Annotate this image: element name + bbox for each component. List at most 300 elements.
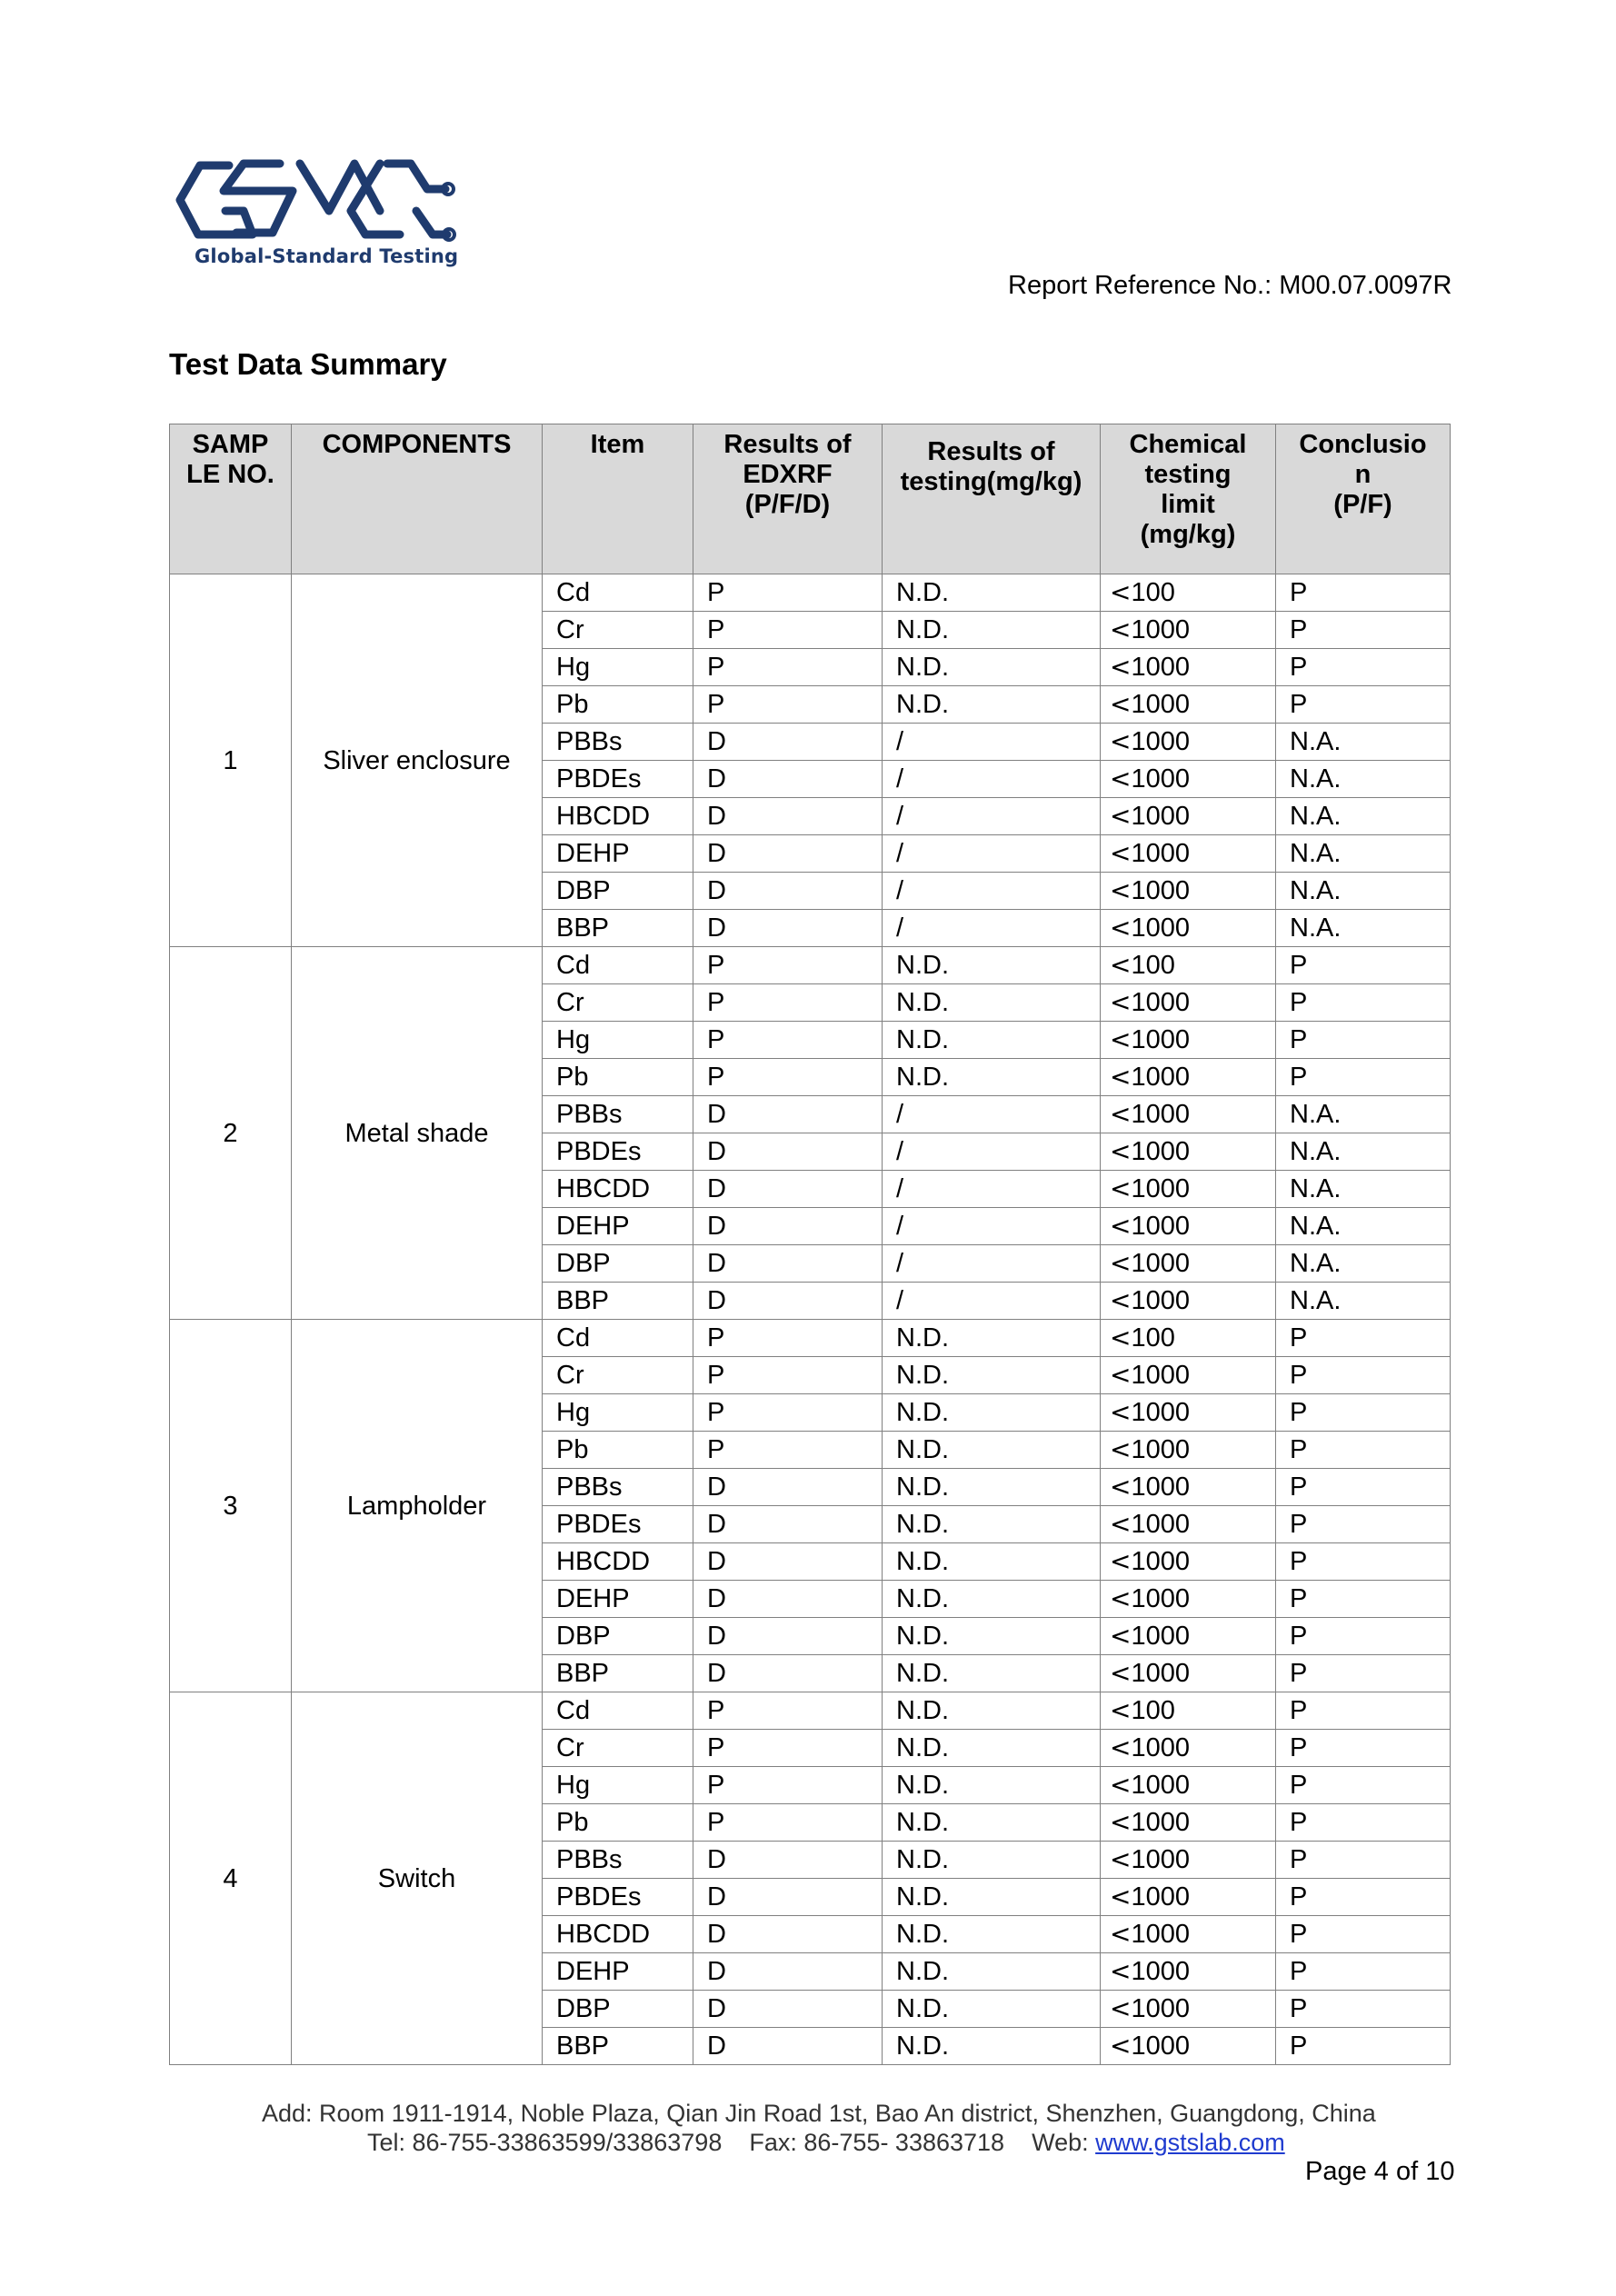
item-cell: BBP (543, 1655, 693, 1692)
item-cell: PBDEs (543, 1879, 693, 1916)
limit-value: 100 (1131, 1696, 1175, 1725)
conclusion-cell: P (1276, 1767, 1451, 1804)
limit-cell (1101, 1506, 1276, 1543)
less-than-sign: < (1110, 1211, 1132, 1241)
less-than-sign: < (1110, 1844, 1132, 1874)
header-line: Results of (723, 430, 852, 459)
limit-cell (1101, 1208, 1276, 1245)
testing-result-cell: N.D. (883, 947, 1101, 984)
limit-value: 100 (1131, 951, 1175, 980)
conclusion-cell: P (1276, 1059, 1451, 1096)
header-col-testing-result (883, 424, 1101, 574)
limit-cell (1101, 1320, 1276, 1357)
limit-cell (1101, 1953, 1276, 1991)
sample-no-cell: 2 (170, 947, 292, 1320)
conclusion-cell: P (1276, 1432, 1451, 1469)
limit-cell (1101, 835, 1276, 873)
item-cell: PBDEs (543, 1133, 693, 1171)
testing-result-cell: N.D. (883, 686, 1101, 724)
testing-result-cell: N.D. (883, 1543, 1101, 1581)
limit-cell (1101, 984, 1276, 1022)
testing-result-cell: N.D. (883, 1357, 1101, 1394)
less-than-sign: < (1110, 652, 1132, 682)
limit-value: 1000 (1131, 1808, 1190, 1837)
gst-logo-icon (173, 155, 464, 245)
edxrf-cell: D (693, 1916, 883, 1953)
less-than-sign: < (1110, 1658, 1132, 1688)
edxrf-cell: D (693, 2028, 883, 2065)
limit-cell (1101, 1171, 1276, 1208)
edxrf-cell: D (693, 724, 883, 761)
item-cell: HBCDD (543, 1543, 693, 1581)
edxrf-cell: P (693, 1357, 883, 1394)
item-cell: PBBs (543, 724, 693, 761)
conclusion-cell: N.A. (1276, 1133, 1451, 1171)
limit-value: 100 (1131, 578, 1175, 607)
testing-result-cell: / (883, 873, 1101, 910)
item-cell: Hg (543, 649, 693, 686)
conclusion-cell: P (1276, 1655, 1451, 1692)
limit-cell (1101, 1879, 1276, 1916)
testing-result-cell: / (883, 1133, 1101, 1171)
edxrf-cell: D (693, 873, 883, 910)
testing-result-cell: N.D. (883, 1022, 1101, 1059)
limit-value: 1000 (1131, 615, 1190, 644)
limit-cell (1101, 1804, 1276, 1842)
table-row (170, 1692, 1451, 1730)
conclusion-cell: P (1276, 649, 1451, 686)
conclusion-cell: P (1276, 984, 1451, 1022)
footer-web-label: Web: (1032, 2129, 1089, 2156)
limit-cell (1101, 910, 1276, 947)
less-than-sign: < (1110, 1509, 1132, 1539)
limit-value: 1000 (1131, 1659, 1190, 1688)
header-line: Item (590, 430, 645, 459)
item-cell: PBBs (543, 1096, 693, 1133)
edxrf-cell: D (693, 1618, 883, 1655)
conclusion-cell: P (1276, 1879, 1451, 1916)
less-than-sign: < (1110, 1136, 1132, 1166)
edxrf-cell: D (693, 1245, 883, 1283)
edxrf-cell: P (693, 1804, 883, 1842)
header-line: testing (1144, 460, 1232, 489)
less-than-sign: < (1110, 1882, 1132, 1912)
limit-cell (1101, 1730, 1276, 1767)
testing-result-cell: N.D. (883, 1506, 1101, 1543)
limit-cell (1101, 1916, 1276, 1953)
limit-value: 1000 (1131, 1361, 1190, 1390)
edxrf-cell: D (693, 761, 883, 798)
less-than-sign: < (1110, 726, 1132, 756)
conclusion-cell: P (1276, 1991, 1451, 2028)
limit-value: 1000 (1131, 1957, 1190, 1986)
item-cell: Hg (543, 1022, 693, 1059)
header-line: Conclusio (1299, 430, 1427, 459)
edxrf-cell: P (693, 1320, 883, 1357)
testing-result-cell: N.D. (883, 1692, 1101, 1730)
less-than-sign: < (1110, 764, 1132, 794)
limit-value: 1000 (1131, 1063, 1190, 1092)
less-than-sign: < (1110, 577, 1132, 607)
edxrf-cell: D (693, 1469, 883, 1506)
testing-result-cell: N.D. (883, 1842, 1101, 1879)
conclusion-cell: N.A. (1276, 1208, 1451, 1245)
testing-result-cell: N.D. (883, 612, 1101, 649)
edxrf-cell: P (693, 1767, 883, 1804)
limit-cell (1101, 947, 1276, 984)
edxrf-cell: D (693, 1842, 883, 1879)
header-col-limit (1101, 424, 1276, 574)
conclusion-cell: P (1276, 1916, 1451, 1953)
less-than-sign: < (1110, 1993, 1132, 2023)
edxrf-cell: P (693, 612, 883, 649)
less-than-sign: < (1110, 913, 1132, 943)
conclusion-cell: P (1276, 1543, 1451, 1581)
less-than-sign: < (1110, 1732, 1132, 1762)
less-than-sign: < (1110, 950, 1132, 980)
item-cell: BBP (543, 1283, 693, 1320)
page-number: Page 4 of 10 (1305, 2157, 1455, 2186)
limit-value: 1000 (1131, 690, 1190, 719)
item-cell: DEHP (543, 1208, 693, 1245)
less-than-sign: < (1110, 1434, 1132, 1464)
less-than-sign: < (1110, 614, 1132, 644)
sample-no-cell: 3 (170, 1320, 292, 1692)
header-line: (P/F) (1333, 490, 1392, 519)
item-cell: DBP (543, 873, 693, 910)
item-cell: Cd (543, 947, 693, 984)
less-than-sign: < (1110, 1695, 1132, 1725)
header-line: COMPONENTS (322, 430, 512, 459)
testing-result-cell: N.D. (883, 1059, 1101, 1096)
less-than-sign: < (1110, 1285, 1132, 1315)
table-row (170, 1320, 1451, 1357)
limit-cell (1101, 761, 1276, 798)
testing-result-cell: / (883, 835, 1101, 873)
limit-value: 1000 (1131, 1286, 1190, 1315)
less-than-sign: < (1110, 1807, 1132, 1837)
less-than-sign: < (1110, 2031, 1132, 2061)
table-body (170, 574, 1451, 2065)
limit-value: 1000 (1131, 727, 1190, 756)
item-cell: PBBs (543, 1469, 693, 1506)
conclusion-cell: N.A. (1276, 798, 1451, 835)
limit-value: 1000 (1131, 1137, 1190, 1166)
testing-result-cell: / (883, 1208, 1101, 1245)
edxrf-cell: P (693, 984, 883, 1022)
testing-result-cell: / (883, 761, 1101, 798)
item-cell: DEHP (543, 1953, 693, 1991)
component-cell: Lampholder (292, 1320, 543, 1692)
limit-cell (1101, 1283, 1276, 1320)
item-cell: HBCDD (543, 798, 693, 835)
less-than-sign: < (1110, 875, 1132, 905)
component-cell: Switch (292, 1692, 543, 2065)
conclusion-cell: P (1276, 947, 1451, 984)
testing-result-cell: N.D. (883, 1879, 1101, 1916)
testing-result-cell: N.D. (883, 1469, 1101, 1506)
limit-cell (1101, 1543, 1276, 1581)
edxrf-cell: P (693, 1432, 883, 1469)
less-than-sign: < (1110, 1621, 1132, 1651)
edxrf-cell: D (693, 1953, 883, 1991)
header-line: n (1354, 460, 1372, 489)
limit-value: 1000 (1131, 1435, 1190, 1464)
limit-value: 1000 (1131, 2031, 1190, 2061)
header-line: SAMP (192, 430, 269, 459)
less-than-sign: < (1110, 1323, 1132, 1353)
company-logo (173, 155, 464, 277)
limit-cell (1101, 873, 1276, 910)
limit-value: 1000 (1131, 1249, 1190, 1278)
edxrf-cell: P (693, 1394, 883, 1432)
testing-result-cell: N.D. (883, 1320, 1101, 1357)
item-cell: Hg (543, 1767, 693, 1804)
limit-cell (1101, 649, 1276, 686)
edxrf-cell: D (693, 1543, 883, 1581)
header-col-components (292, 424, 543, 574)
item-cell: Cd (543, 1692, 693, 1730)
edxrf-cell: D (693, 1171, 883, 1208)
conclusion-cell: N.A. (1276, 1245, 1451, 1283)
item-cell: BBP (543, 2028, 693, 2065)
footer-contact (367, 2129, 1285, 2157)
testing-result-cell: N.D. (883, 1394, 1101, 1432)
testing-result-cell: N.D. (883, 1618, 1101, 1655)
conclusion-cell: P (1276, 1394, 1451, 1432)
header-line: LE NO. (186, 460, 274, 489)
edxrf-cell: D (693, 1581, 883, 1618)
component-cell: Sliver enclosure (292, 574, 543, 947)
item-cell: DBP (543, 1991, 693, 2028)
conclusion-cell: P (1276, 612, 1451, 649)
item-cell: BBP (543, 910, 693, 947)
website-link[interactable]: www.gstslab.com (1095, 2129, 1285, 2156)
conclusion-cell: N.A. (1276, 1096, 1451, 1133)
limit-value: 1000 (1131, 1547, 1190, 1576)
limit-value: 1000 (1131, 839, 1190, 868)
edxrf-cell: D (693, 1096, 883, 1133)
edxrf-cell: P (693, 1730, 883, 1767)
less-than-sign: < (1110, 1546, 1132, 1576)
item-cell: Cr (543, 1357, 693, 1394)
edxrf-cell: D (693, 1283, 883, 1320)
testing-result-cell: / (883, 1283, 1101, 1320)
testing-result-cell: N.D. (883, 1432, 1101, 1469)
conclusion-cell: P (1276, 1730, 1451, 1767)
limit-cell (1101, 1133, 1276, 1171)
edxrf-cell: D (693, 1879, 883, 1916)
limit-value: 1000 (1131, 1398, 1190, 1427)
less-than-sign: < (1110, 801, 1132, 831)
limit-cell (1101, 724, 1276, 761)
less-than-sign: < (1110, 1770, 1132, 1800)
header-line: (P/F/D) (744, 490, 831, 519)
testing-result-cell: / (883, 910, 1101, 947)
report-reference: Report Reference No.: M00.07.0097R (1008, 271, 1452, 300)
less-than-sign: < (1110, 1024, 1132, 1054)
testing-result-cell: / (883, 1171, 1101, 1208)
conclusion-cell: N.A. (1276, 761, 1451, 798)
testing-result-cell: N.D. (883, 1916, 1101, 1953)
less-than-sign: < (1110, 838, 1132, 868)
sample-no-cell: 1 (170, 574, 292, 947)
conclusion-cell: P (1276, 1506, 1451, 1543)
less-than-sign: < (1110, 1248, 1132, 1278)
item-cell: Pb (543, 1059, 693, 1096)
conclusion-cell: N.A. (1276, 910, 1451, 947)
conclusion-cell: P (1276, 1804, 1451, 1842)
limit-cell (1101, 1991, 1276, 2028)
header-line: Chemical (1129, 430, 1247, 459)
testing-result-cell: N.D. (883, 649, 1101, 686)
testing-result-cell: / (883, 1096, 1101, 1133)
edxrf-cell: P (693, 574, 883, 612)
conclusion-cell: P (1276, 574, 1451, 612)
item-cell: Cd (543, 1320, 693, 1357)
footer-fax: Fax: 86-755- 33863718 (749, 2129, 1005, 2156)
conclusion-cell: P (1276, 1581, 1451, 1618)
testing-result-cell: N.D. (883, 1655, 1101, 1692)
header-col-sample-no (170, 424, 292, 574)
limit-value: 1000 (1131, 764, 1190, 794)
component-cell: Metal shade (292, 947, 543, 1320)
limit-value: 1000 (1131, 1882, 1190, 1912)
header-line: testing(mg/kg) (900, 467, 1082, 496)
limit-cell (1101, 1842, 1276, 1879)
table-row (170, 574, 1451, 612)
edxrf-cell: P (693, 947, 883, 984)
header-line: EDXRF (743, 460, 833, 489)
edxrf-cell: D (693, 798, 883, 835)
header-line: limit (1161, 490, 1215, 519)
test-data-summary-table (169, 424, 1451, 2065)
testing-result-cell: N.D. (883, 574, 1101, 612)
limit-cell (1101, 1022, 1276, 1059)
limit-cell (1101, 1432, 1276, 1469)
item-cell: Cr (543, 1730, 693, 1767)
limit-value: 1000 (1131, 1212, 1190, 1241)
edxrf-cell: P (693, 1059, 883, 1096)
limit-value: 100 (1131, 1323, 1175, 1353)
limit-cell (1101, 1096, 1276, 1133)
limit-value: 1000 (1131, 1584, 1190, 1613)
conclusion-cell: P (1276, 1953, 1451, 1991)
less-than-sign: < (1110, 1173, 1132, 1203)
table-header-row (170, 424, 1451, 574)
edxrf-cell: D (693, 910, 883, 947)
less-than-sign: < (1110, 1360, 1132, 1390)
header-col-item (543, 424, 693, 574)
limit-value: 1000 (1131, 913, 1190, 943)
limit-cell (1101, 1357, 1276, 1394)
item-cell: Pb (543, 1432, 693, 1469)
conclusion-cell: P (1276, 1357, 1451, 1394)
conclusion-cell: N.A. (1276, 724, 1451, 761)
limit-cell (1101, 1469, 1276, 1506)
limit-value: 1000 (1131, 802, 1190, 831)
less-than-sign: < (1110, 1062, 1132, 1092)
limit-cell (1101, 686, 1276, 724)
limit-value: 1000 (1131, 1472, 1190, 1502)
item-cell: PBBs (543, 1842, 693, 1879)
limit-value: 1000 (1131, 1174, 1190, 1203)
conclusion-cell: P (1276, 2028, 1451, 2065)
item-cell: Hg (543, 1394, 693, 1432)
limit-value: 1000 (1131, 1025, 1190, 1054)
limit-cell (1101, 1618, 1276, 1655)
item-cell: DBP (543, 1618, 693, 1655)
less-than-sign: < (1110, 987, 1132, 1017)
item-cell: Pb (543, 1804, 693, 1842)
conclusion-cell: N.A. (1276, 1171, 1451, 1208)
less-than-sign: < (1110, 1099, 1132, 1129)
limit-cell (1101, 1059, 1276, 1096)
header-col-edxrf (693, 424, 883, 574)
edxrf-cell: D (693, 1655, 883, 1692)
conclusion-cell: N.A. (1276, 873, 1451, 910)
less-than-sign: < (1110, 1472, 1132, 1502)
logo-text: Global-Standard Testing (195, 245, 459, 267)
testing-result-cell: N.D. (883, 984, 1101, 1022)
conclusion-cell: N.A. (1276, 835, 1451, 873)
testing-result-cell: / (883, 798, 1101, 835)
edxrf-cell: D (693, 1133, 883, 1171)
limit-value: 1000 (1131, 1920, 1190, 1949)
item-cell: PBDEs (543, 1506, 693, 1543)
limit-value: 1000 (1131, 1622, 1190, 1651)
testing-result-cell: N.D. (883, 1953, 1101, 1991)
limit-value: 1000 (1131, 1994, 1190, 2023)
limit-cell (1101, 612, 1276, 649)
less-than-sign: < (1110, 689, 1132, 719)
item-cell: DBP (543, 1245, 693, 1283)
item-cell: DEHP (543, 1581, 693, 1618)
table-row (170, 947, 1451, 984)
footer-tel: Tel: 86-755-33863599/33863798 (367, 2129, 723, 2156)
conclusion-cell: N.A. (1276, 1283, 1451, 1320)
header-line: (mg/kg) (1140, 520, 1236, 549)
header-line: Results of (927, 437, 1055, 466)
limit-value: 1000 (1131, 1510, 1190, 1539)
limit-cell (1101, 574, 1276, 612)
testing-result-cell: N.D. (883, 1804, 1101, 1842)
edxrf-cell: P (693, 686, 883, 724)
edxrf-cell: D (693, 1208, 883, 1245)
limit-cell (1101, 1655, 1276, 1692)
edxrf-cell: D (693, 1991, 883, 2028)
conclusion-cell: P (1276, 1842, 1451, 1879)
item-cell: PBDEs (543, 761, 693, 798)
limit-value: 1000 (1131, 1771, 1190, 1800)
less-than-sign: < (1110, 1583, 1132, 1613)
testing-result-cell: / (883, 1245, 1101, 1283)
limit-cell (1101, 798, 1276, 835)
limit-value: 1000 (1131, 653, 1190, 682)
testing-result-cell: N.D. (883, 1581, 1101, 1618)
footer-address: Add: Room 1911-1914, Noble Plaza, Qian Jin Road 1st, Bao An district, Shenzhen, Guangdong, China (262, 2100, 1376, 2127)
conclusion-cell: P (1276, 1320, 1451, 1357)
conclusion-cell: P (1276, 1022, 1451, 1059)
limit-value: 1000 (1131, 1845, 1190, 1874)
header-col-conclusion (1276, 424, 1451, 574)
limit-value: 1000 (1131, 1100, 1190, 1129)
item-cell: Cr (543, 984, 693, 1022)
less-than-sign: < (1110, 1919, 1132, 1949)
item-cell: Pb (543, 686, 693, 724)
item-cell: Cd (543, 574, 693, 612)
testing-result-cell: / (883, 724, 1101, 761)
